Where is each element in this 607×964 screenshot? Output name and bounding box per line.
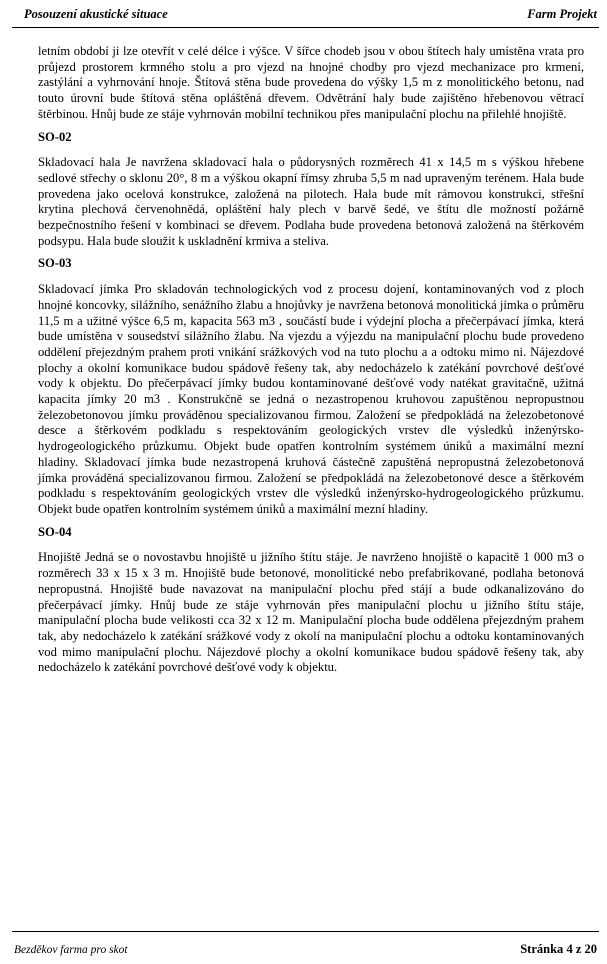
section-intro-text: letním období ji lze otevřít v celé délce i výšce. V šířce chodeb jsou v obou štítech haly umístěna vrata pro průjezd prostorem krmného stolu a pro vjezd na hnojné chodby pro vjezd mechanizace pro krmení, zastýlání a vyhrnování hnoje. Štítová stěna bude provedena do výšky 1,5 m z monolitického betonu, nad touto úrovní bude štítová stěna opláštěná dřevem. Odvětrání haly bude zajištěno hřebenovou větrací štěrbinou. Hnůj bude ze stáje vyhrnován mobilní technikou přes manipulační plochu na přilehlé hnojiště.	[38, 44, 584, 121]
document-body	[38, 44, 584, 676]
footer-project-name: Bezděkov farma pro skot	[14, 944, 128, 956]
section-heading-so-02: SO-02	[38, 129, 72, 144]
section-heading-so-04: SO-04	[38, 524, 72, 539]
header-divider	[12, 27, 599, 28]
footer-divider	[12, 931, 599, 932]
section-text-so-03: Skladovací jímka Pro skladován technologických vod z procesu dojení, kontaminovaných vod z ploch hnojné koncovky, silážního, senážního žlabu a hnojůvky je navržena betonová monolitická jímka o průměru 11,5 m a užitné výšce 6,5 m, kapacita 563 m3 , součástí bude i výdejní plocha a přečerpávací jímka, která bude umístěna v sousedství silážního žlabu. Na vjezdu a výjezdu na manipulační plochu bude provedeno oddělení přejezdným prahem proti vnikání srážkových vod na tuto plochu a a odtoku mimo ni. Nájezdové plochy a okolní komunikace budou spádově řešeny tak, aby nedocházelo k zatékání povrchové dešťové vody k objektu. Do přečerpávací jímky budou kontaminované dešťové vody natékat gravitačně, užitná kapacita jímky 20 m3 . Konstrukčně se jedná o nezastropenou kruhovou zapuštěnou nepropustnou železobetonovou jímku prováděnou specializovanou firmou. Založení se předpokládá na železobetonové desce a štěrkovém podkladu s respektováním geologických vrstev dle výsledků inženýrsko-hydrogeologického průzkumu. Objekt bude opatřen kontrolním systémem úniků a maximální mezní hladiny. Skladovací jímka bude nezastropená kruhová částečně zapuštěná nepropustná železobetonová jímka prováděná specializovanou firmou. Založení se předpokládá na železobetonové desce a štěrkovém podkladu s respektováním geologických vrstev dle výsledků inženýrsko-hydrogeologického průzkumu. Objekt bude opatřen kontrolním systémem úniků a maximální mezní hladiny.	[38, 282, 584, 516]
section-heading-so-03: SO-03	[38, 256, 72, 271]
section-text-so-02: Skladovací hala Je navržena skladovací hala o půdorysných rozměrech 41 x 14,5 m s výškou hřebene sedlové střechy o sklonu 20°, 8 m a výškou okapní římsy zhruba 5,5 m nad upraveným terénem. Hala bude provedena jako ocelová konstrukce, založená na pilotech. Hala bude mít rámovou konstrukci, střešní krytina plechová červenohnědá, opláštění haly plech v barvě šedé, ve štítu dle možností požárně bezpečnostního řešení v kombinaci se dřevem. Podlaha bude provedena betonová založená na štěrkovém podsypu. Hala bude sloužit k uskladnění krmiva a steliva.	[38, 155, 584, 248]
page-word: Stránka	[520, 942, 564, 956]
page-header	[24, 7, 597, 22]
page-of: z	[575, 942, 582, 956]
header-document-title: Posouzení akustické situace	[24, 7, 168, 21]
page-footer	[14, 942, 597, 957]
page-current: 4	[566, 942, 573, 956]
page-total: 20	[584, 942, 597, 956]
section-text-so-04: Hnojiště Jedná se o novostavbu hnojiště u jižního štítu stáje. Je navrženo hnojiště o kapacitě 1 000 m3 o rozměrech 33 x 15 x 3 m. Hnojiště bude betonové, monolitické nebo prefabrikované, podlaha betonová nepropustná. Hnojiště bude navazovat na manipulační plochu před stájí a bude odkanalizováno do přečerpávací jímky. Hnůj bude ze stáje vyhrnován přes manipulační plochu u jižního štítu stáje, manipulační plocha bude velikosti cca 32 x 12 m. Manipulační plocha bude oddělena přejezdným prahem tak, aby nedocházelo k zatékání srážkové vody z okolí na manipulační plochu a odtoku kontaminovaných vod mimo manipulační plochu. Nájezdové plochy a okolní komunikace budou spádově řešeny tak, aby nedocházelo k zatékání povrchové dešťové vody k objektu.	[38, 550, 584, 675]
page-number	[520, 942, 597, 957]
header-company-name: Farm Projekt	[527, 7, 597, 21]
